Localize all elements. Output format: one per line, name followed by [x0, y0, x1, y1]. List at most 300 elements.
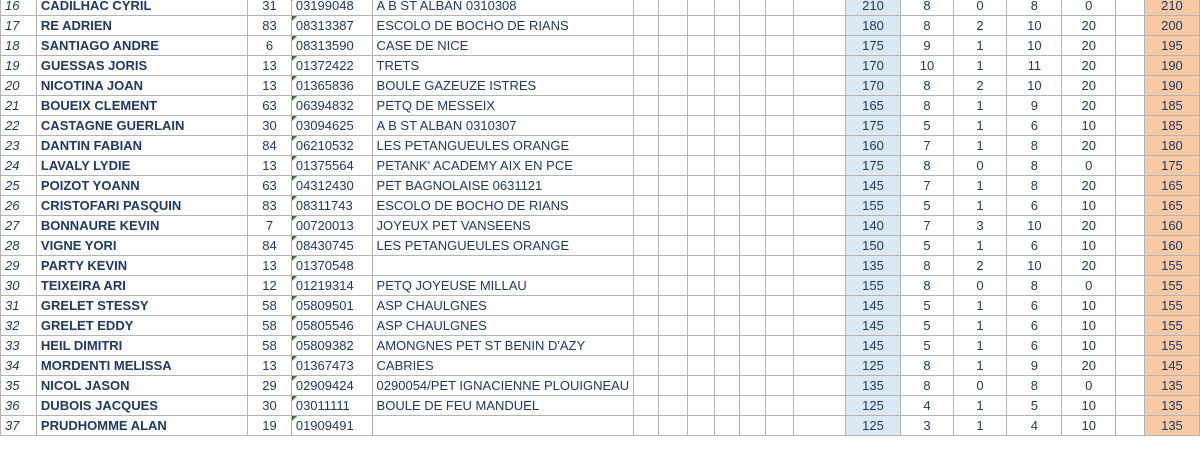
stat-c-cell[interactable]: 9 [1007, 356, 1062, 376]
empty-cell[interactable] [715, 56, 739, 76]
stat-a-cell[interactable]: 5 [901, 116, 953, 136]
stat-b-cell[interactable]: 1 [953, 356, 1007, 376]
stat-a-cell[interactable]: 8 [901, 256, 953, 276]
rank-cell[interactable]: 22 [1, 116, 37, 136]
empty-cell[interactable] [659, 316, 688, 336]
bonus-cell[interactable]: 0 [1062, 0, 1116, 16]
empty-cell[interactable] [765, 336, 793, 356]
empty-cell[interactable] [715, 256, 739, 276]
empty-cell[interactable] [715, 116, 739, 136]
department-cell[interactable]: 30 [248, 116, 292, 136]
player-name-cell[interactable]: BOUEIX CLEMENT [36, 96, 247, 116]
empty-cell[interactable] [659, 36, 688, 56]
club-name-cell[interactable]: 0290054/PET IGNACIENNE PLOUIGNEAU [372, 376, 634, 396]
department-cell[interactable]: 7 [248, 216, 292, 236]
empty-cell[interactable] [659, 256, 688, 276]
stat-b-cell[interactable]: 1 [953, 56, 1007, 76]
stat-c-cell[interactable]: 8 [1007, 276, 1062, 296]
rank-cell[interactable]: 25 [1, 176, 37, 196]
stat-a-cell[interactable]: 7 [901, 176, 953, 196]
stat-b-cell[interactable]: 1 [953, 196, 1007, 216]
bonus-cell[interactable]: 10 [1062, 336, 1116, 356]
stat-c-cell[interactable]: 4 [1007, 416, 1062, 436]
stat-c-cell[interactable]: 10 [1007, 76, 1062, 96]
empty-cell[interactable] [659, 96, 688, 116]
empty-cell[interactable] [793, 196, 845, 216]
department-cell[interactable]: 13 [248, 256, 292, 276]
license-number-cell[interactable]: 01909491 [291, 416, 372, 436]
empty-cell[interactable] [1116, 236, 1145, 256]
stat-b-cell[interactable]: 1 [953, 396, 1007, 416]
stat-c-cell[interactable]: 8 [1007, 136, 1062, 156]
stat-c-cell[interactable]: 8 [1007, 376, 1062, 396]
stat-a-cell[interactable]: 5 [901, 296, 953, 316]
license-number-cell[interactable]: 01367473 [291, 356, 372, 376]
empty-cell[interactable] [765, 256, 793, 276]
empty-cell[interactable] [715, 156, 739, 176]
empty-cell[interactable] [739, 196, 765, 216]
stat-a-cell[interactable]: 8 [901, 76, 953, 96]
club-name-cell[interactable]: BOULE DE FEU MANDUEL [372, 396, 634, 416]
department-cell[interactable]: 83 [248, 16, 292, 36]
stat-b-cell[interactable]: 2 [953, 16, 1007, 36]
club-name-cell[interactable]: CASE DE NICE [372, 36, 634, 56]
total-cell[interactable]: 180 [1144, 136, 1199, 156]
total-cell[interactable]: 195 [1144, 36, 1199, 56]
stat-a-cell[interactable]: 5 [901, 196, 953, 216]
bonus-cell[interactable]: 10 [1062, 316, 1116, 336]
empty-cell[interactable] [793, 116, 845, 136]
stat-b-cell[interactable]: 1 [953, 176, 1007, 196]
points-cell[interactable]: 145 [845, 336, 901, 356]
club-name-cell[interactable]: ASP CHAULGNES [372, 316, 634, 336]
club-name-cell[interactable]: ESCOLO DE BOCHO DE RIANS [372, 196, 634, 216]
empty-cell[interactable] [634, 76, 659, 96]
rank-cell[interactable]: 30 [1, 276, 37, 296]
license-number-cell[interactable]: 08313387 [291, 16, 372, 36]
license-number-cell[interactable]: 03011111 [291, 396, 372, 416]
empty-cell[interactable] [715, 36, 739, 56]
total-cell[interactable]: 155 [1144, 256, 1199, 276]
stat-a-cell[interactable]: 8 [901, 96, 953, 116]
bonus-cell[interactable]: 20 [1062, 216, 1116, 236]
club-name-cell[interactable]: ASP CHAULGNES [372, 296, 634, 316]
empty-cell[interactable] [1116, 56, 1145, 76]
empty-cell[interactable] [634, 196, 659, 216]
empty-cell[interactable] [793, 336, 845, 356]
empty-cell[interactable] [1116, 416, 1145, 436]
license-number-cell[interactable]: 01372422 [291, 56, 372, 76]
club-name-cell[interactable]: A B ST ALBAN 0310308 [372, 0, 634, 16]
empty-cell[interactable] [739, 56, 765, 76]
empty-cell[interactable] [634, 116, 659, 136]
empty-cell[interactable] [688, 156, 715, 176]
license-number-cell[interactable]: 08430745 [291, 236, 372, 256]
stat-c-cell[interactable]: 8 [1007, 176, 1062, 196]
bonus-cell[interactable]: 10 [1062, 236, 1116, 256]
player-name-cell[interactable]: BONNAURE KEVIN [36, 216, 247, 236]
stat-a-cell[interactable]: 9 [901, 36, 953, 56]
points-cell[interactable]: 135 [845, 256, 901, 276]
empty-cell[interactable] [688, 116, 715, 136]
player-name-cell[interactable]: DANTIN FABIAN [36, 136, 247, 156]
total-cell[interactable]: 135 [1144, 416, 1199, 436]
club-name-cell[interactable]: AMONGNES PET ST BENIN D'AZY [372, 336, 634, 356]
points-cell[interactable]: 175 [845, 36, 901, 56]
player-name-cell[interactable]: LAVALY LYDIE [36, 156, 247, 176]
total-cell[interactable]: 145 [1144, 356, 1199, 376]
empty-cell[interactable] [765, 196, 793, 216]
bonus-cell[interactable]: 10 [1062, 296, 1116, 316]
department-cell[interactable]: 63 [248, 176, 292, 196]
stat-a-cell[interactable]: 8 [901, 156, 953, 176]
empty-cell[interactable] [634, 256, 659, 276]
empty-cell[interactable] [688, 176, 715, 196]
empty-cell[interactable] [1116, 336, 1145, 356]
license-number-cell[interactable]: 01370548 [291, 256, 372, 276]
stat-c-cell[interactable]: 10 [1007, 256, 1062, 276]
empty-cell[interactable] [634, 316, 659, 336]
empty-cell[interactable] [1116, 156, 1145, 176]
department-cell[interactable]: 12 [248, 276, 292, 296]
stat-b-cell[interactable]: 1 [953, 316, 1007, 336]
bonus-cell[interactable]: 20 [1062, 36, 1116, 56]
empty-cell[interactable] [765, 376, 793, 396]
empty-cell[interactable] [715, 176, 739, 196]
department-cell[interactable]: 13 [248, 356, 292, 376]
empty-cell[interactable] [739, 296, 765, 316]
total-cell[interactable]: 190 [1144, 56, 1199, 76]
empty-cell[interactable] [739, 416, 765, 436]
bonus-cell[interactable]: 20 [1062, 176, 1116, 196]
stat-c-cell[interactable]: 6 [1007, 336, 1062, 356]
stat-b-cell[interactable]: 1 [953, 36, 1007, 56]
empty-cell[interactable] [793, 236, 845, 256]
total-cell[interactable]: 160 [1144, 216, 1199, 236]
stat-a-cell[interactable]: 8 [901, 356, 953, 376]
license-number-cell[interactable]: 01375564 [291, 156, 372, 176]
department-cell[interactable]: 58 [248, 296, 292, 316]
club-name-cell[interactable] [372, 416, 634, 436]
empty-cell[interactable] [765, 236, 793, 256]
stat-b-cell[interactable]: 0 [953, 376, 1007, 396]
empty-cell[interactable] [634, 96, 659, 116]
empty-cell[interactable] [765, 96, 793, 116]
rank-cell[interactable]: 34 [1, 356, 37, 376]
empty-cell[interactable] [793, 16, 845, 36]
empty-cell[interactable] [765, 416, 793, 436]
total-cell[interactable]: 155 [1144, 296, 1199, 316]
total-cell[interactable]: 210 [1144, 0, 1199, 16]
empty-cell[interactable] [739, 336, 765, 356]
department-cell[interactable]: 13 [248, 56, 292, 76]
rank-cell[interactable]: 37 [1, 416, 37, 436]
empty-cell[interactable] [1116, 256, 1145, 276]
empty-cell[interactable] [659, 156, 688, 176]
stat-c-cell[interactable]: 6 [1007, 236, 1062, 256]
stat-c-cell[interactable]: 6 [1007, 296, 1062, 316]
points-cell[interactable]: 145 [845, 316, 901, 336]
total-cell[interactable]: 155 [1144, 336, 1199, 356]
empty-cell[interactable] [688, 56, 715, 76]
bonus-cell[interactable]: 20 [1062, 136, 1116, 156]
rank-cell[interactable]: 27 [1, 216, 37, 236]
empty-cell[interactable] [793, 36, 845, 56]
club-name-cell[interactable]: JOYEUX PET VANSEENS [372, 216, 634, 236]
empty-cell[interactable] [765, 276, 793, 296]
rank-cell[interactable]: 18 [1, 36, 37, 56]
bonus-cell[interactable]: 20 [1062, 356, 1116, 376]
license-number-cell[interactable]: 04312430 [291, 176, 372, 196]
license-number-cell[interactable]: 01365836 [291, 76, 372, 96]
empty-cell[interactable] [634, 396, 659, 416]
empty-cell[interactable] [793, 396, 845, 416]
empty-cell[interactable] [688, 136, 715, 156]
empty-cell[interactable] [659, 16, 688, 36]
points-cell[interactable]: 135 [845, 376, 901, 396]
stat-a-cell[interactable]: 8 [901, 0, 953, 16]
total-cell[interactable]: 175 [1144, 156, 1199, 176]
points-cell[interactable]: 150 [845, 236, 901, 256]
empty-cell[interactable] [765, 136, 793, 156]
empty-cell[interactable] [634, 276, 659, 296]
stat-a-cell[interactable]: 8 [901, 376, 953, 396]
player-name-cell[interactable]: MORDENTI MELISSA [36, 356, 247, 376]
rank-cell[interactable]: 20 [1, 76, 37, 96]
stat-c-cell[interactable]: 8 [1007, 156, 1062, 176]
empty-cell[interactable] [793, 216, 845, 236]
player-name-cell[interactable]: NICOL JASON [36, 376, 247, 396]
bonus-cell[interactable]: 20 [1062, 96, 1116, 116]
empty-cell[interactable] [634, 356, 659, 376]
empty-cell[interactable] [793, 56, 845, 76]
stat-a-cell[interactable]: 5 [901, 236, 953, 256]
empty-cell[interactable] [765, 16, 793, 36]
stat-b-cell[interactable]: 2 [953, 76, 1007, 96]
stat-c-cell[interactable]: 10 [1007, 216, 1062, 236]
empty-cell[interactable] [634, 216, 659, 236]
points-cell[interactable]: 170 [845, 56, 901, 76]
player-name-cell[interactable]: HEIL DIMITRI [36, 336, 247, 356]
club-name-cell[interactable] [372, 256, 634, 276]
department-cell[interactable]: 58 [248, 336, 292, 356]
stat-b-cell[interactable]: 0 [953, 276, 1007, 296]
player-name-cell[interactable]: SANTIAGO ANDRE [36, 36, 247, 56]
department-cell[interactable]: 13 [248, 156, 292, 176]
empty-cell[interactable] [739, 396, 765, 416]
empty-cell[interactable] [634, 376, 659, 396]
empty-cell[interactable] [715, 396, 739, 416]
bonus-cell[interactable]: 0 [1062, 376, 1116, 396]
empty-cell[interactable] [793, 176, 845, 196]
total-cell[interactable]: 155 [1144, 276, 1199, 296]
empty-cell[interactable] [739, 376, 765, 396]
empty-cell[interactable] [659, 396, 688, 416]
empty-cell[interactable] [1116, 176, 1145, 196]
player-name-cell[interactable]: CRISTOFARI PASQUIN [36, 196, 247, 216]
empty-cell[interactable] [659, 196, 688, 216]
stat-b-cell[interactable]: 1 [953, 296, 1007, 316]
empty-cell[interactable] [688, 376, 715, 396]
empty-cell[interactable] [765, 356, 793, 376]
empty-cell[interactable] [765, 296, 793, 316]
club-name-cell[interactable]: PETQ DE MESSEIX [372, 96, 634, 116]
empty-cell[interactable] [634, 0, 659, 16]
department-cell[interactable]: 84 [248, 236, 292, 256]
stat-c-cell[interactable]: 5 [1007, 396, 1062, 416]
empty-cell[interactable] [1116, 276, 1145, 296]
empty-cell[interactable] [739, 76, 765, 96]
empty-cell[interactable] [715, 316, 739, 336]
empty-cell[interactable] [739, 176, 765, 196]
empty-cell[interactable] [688, 76, 715, 96]
bonus-cell[interactable]: 0 [1062, 276, 1116, 296]
empty-cell[interactable] [634, 296, 659, 316]
department-cell[interactable]: 31 [248, 0, 292, 16]
player-name-cell[interactable]: TEIXEIRA ARI [36, 276, 247, 296]
stat-c-cell[interactable]: 6 [1007, 316, 1062, 336]
bonus-cell[interactable]: 20 [1062, 56, 1116, 76]
department-cell[interactable]: 84 [248, 136, 292, 156]
license-number-cell[interactable]: 01219314 [291, 276, 372, 296]
rank-cell[interactable]: 16 [1, 0, 37, 16]
empty-cell[interactable] [634, 136, 659, 156]
empty-cell[interactable] [659, 216, 688, 236]
empty-cell[interactable] [634, 156, 659, 176]
club-name-cell[interactable]: TRETS [372, 56, 634, 76]
empty-cell[interactable] [634, 56, 659, 76]
empty-cell[interactable] [1116, 0, 1145, 16]
stat-a-cell[interactable]: 5 [901, 336, 953, 356]
club-name-cell[interactable]: PETQ JOYEUSE MILLAU [372, 276, 634, 296]
total-cell[interactable]: 155 [1144, 316, 1199, 336]
empty-cell[interactable] [659, 356, 688, 376]
points-cell[interactable]: 125 [845, 356, 901, 376]
player-name-cell[interactable]: GRELET EDDY [36, 316, 247, 336]
bonus-cell[interactable]: 10 [1062, 116, 1116, 136]
points-cell[interactable]: 155 [845, 196, 901, 216]
empty-cell[interactable] [739, 96, 765, 116]
stat-a-cell[interactable]: 7 [901, 136, 953, 156]
empty-cell[interactable] [1116, 396, 1145, 416]
empty-cell[interactable] [739, 136, 765, 156]
player-name-cell[interactable]: PRUDHOMME ALAN [36, 416, 247, 436]
stat-c-cell[interactable]: 8 [1007, 0, 1062, 16]
player-name-cell[interactable]: DUBOIS JACQUES [36, 396, 247, 416]
club-name-cell[interactable]: CABRIES [372, 356, 634, 376]
empty-cell[interactable] [715, 136, 739, 156]
empty-cell[interactable] [659, 236, 688, 256]
bonus-cell[interactable]: 20 [1062, 76, 1116, 96]
empty-cell[interactable] [659, 76, 688, 96]
club-name-cell[interactable]: PET BAGNOLAISE 0631121 [372, 176, 634, 196]
player-name-cell[interactable]: GUESSAS JORIS [36, 56, 247, 76]
stat-b-cell[interactable]: 1 [953, 236, 1007, 256]
empty-cell[interactable] [715, 416, 739, 436]
player-name-cell[interactable]: RE ADRIEN [36, 16, 247, 36]
player-name-cell[interactable]: NICOTINA JOAN [36, 76, 247, 96]
empty-cell[interactable] [715, 76, 739, 96]
empty-cell[interactable] [765, 56, 793, 76]
license-number-cell[interactable]: 05805546 [291, 316, 372, 336]
empty-cell[interactable] [715, 96, 739, 116]
empty-cell[interactable] [715, 336, 739, 356]
empty-cell[interactable] [688, 336, 715, 356]
empty-cell[interactable] [1116, 296, 1145, 316]
rank-cell[interactable]: 35 [1, 376, 37, 396]
department-cell[interactable]: 29 [248, 376, 292, 396]
empty-cell[interactable] [1116, 16, 1145, 36]
empty-cell[interactable] [688, 296, 715, 316]
empty-cell[interactable] [739, 16, 765, 36]
stat-c-cell[interactable]: 10 [1007, 16, 1062, 36]
bonus-cell[interactable]: 10 [1062, 396, 1116, 416]
points-cell[interactable]: 165 [845, 96, 901, 116]
stat-b-cell[interactable]: 0 [953, 156, 1007, 176]
empty-cell[interactable] [739, 36, 765, 56]
total-cell[interactable]: 160 [1144, 236, 1199, 256]
stat-a-cell[interactable]: 8 [901, 16, 953, 36]
club-name-cell[interactable]: A B ST ALBAN 0310307 [372, 116, 634, 136]
department-cell[interactable]: 19 [248, 416, 292, 436]
rank-cell[interactable]: 29 [1, 256, 37, 276]
points-cell[interactable]: 145 [845, 296, 901, 316]
license-number-cell[interactable]: 08311743 [291, 196, 372, 216]
empty-cell[interactable] [634, 16, 659, 36]
total-cell[interactable]: 200 [1144, 16, 1199, 36]
empty-cell[interactable] [659, 116, 688, 136]
empty-cell[interactable] [715, 376, 739, 396]
license-number-cell[interactable]: 06394832 [291, 96, 372, 116]
empty-cell[interactable] [739, 256, 765, 276]
empty-cell[interactable] [1116, 316, 1145, 336]
empty-cell[interactable] [688, 0, 715, 16]
empty-cell[interactable] [659, 296, 688, 316]
empty-cell[interactable] [793, 96, 845, 116]
department-cell[interactable]: 30 [248, 396, 292, 416]
department-cell[interactable]: 13 [248, 76, 292, 96]
empty-cell[interactable] [765, 76, 793, 96]
empty-cell[interactable] [765, 316, 793, 336]
empty-cell[interactable] [715, 16, 739, 36]
empty-cell[interactable] [793, 376, 845, 396]
license-number-cell[interactable]: 03094625 [291, 116, 372, 136]
empty-cell[interactable] [688, 36, 715, 56]
points-cell[interactable]: 175 [845, 116, 901, 136]
bonus-cell[interactable]: 20 [1062, 16, 1116, 36]
empty-cell[interactable] [1116, 136, 1145, 156]
empty-cell[interactable] [739, 216, 765, 236]
club-name-cell[interactable]: LES PETANGUEULES ORANGE [372, 236, 634, 256]
points-cell[interactable]: 210 [845, 0, 901, 16]
stat-c-cell[interactable]: 6 [1007, 116, 1062, 136]
total-cell[interactable]: 135 [1144, 376, 1199, 396]
empty-cell[interactable] [1116, 96, 1145, 116]
stat-c-cell[interactable]: 11 [1007, 56, 1062, 76]
empty-cell[interactable] [634, 36, 659, 56]
bonus-cell[interactable]: 20 [1062, 256, 1116, 276]
license-number-cell[interactable]: 05809382 [291, 336, 372, 356]
empty-cell[interactable] [659, 376, 688, 396]
stat-c-cell[interactable]: 9 [1007, 96, 1062, 116]
rank-cell[interactable]: 36 [1, 396, 37, 416]
empty-cell[interactable] [688, 256, 715, 276]
empty-cell[interactable] [739, 156, 765, 176]
empty-cell[interactable] [688, 216, 715, 236]
rank-cell[interactable]: 19 [1, 56, 37, 76]
rank-cell[interactable]: 26 [1, 196, 37, 216]
empty-cell[interactable] [1116, 36, 1145, 56]
